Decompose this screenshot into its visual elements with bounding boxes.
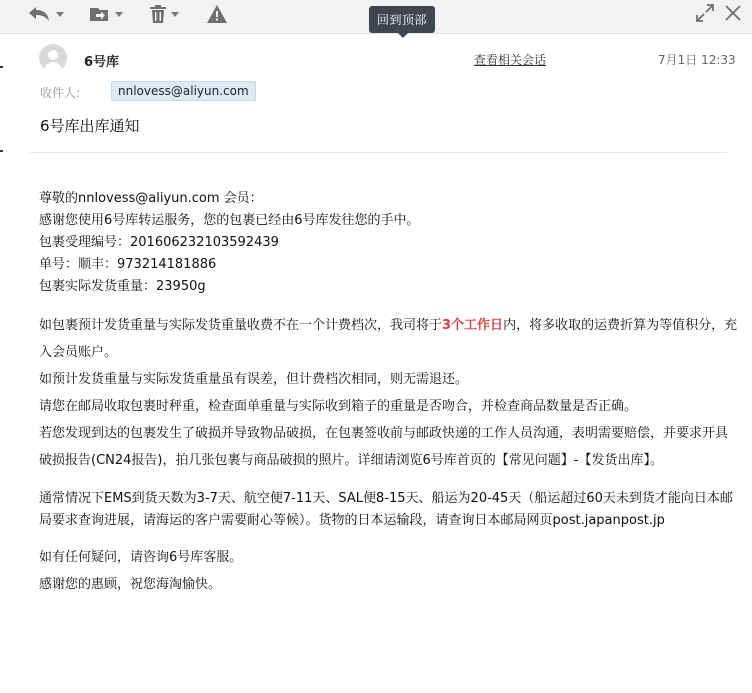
edge-mark <box>0 66 3 68</box>
left-window-edge <box>0 34 4 693</box>
recipient-chip[interactable]: nnlovess@aliyun.com <box>111 81 256 101</box>
check-weight-line: 请您在邮局收取包裹时秤重，检查面单重量与实际收到箱子的重量是否吻合，并检查商品数量是否正确。 <box>39 399 638 414</box>
report-spam-button[interactable] <box>207 3 227 25</box>
back-to-top-tooltip[interactable]: 回到顶部 <box>369 6 435 33</box>
weight-line: 包裹实际发货重量：23950g <box>39 279 206 294</box>
chevron-down-icon <box>56 12 64 17</box>
reply-button[interactable] <box>29 3 64 25</box>
view-related-conversation-link[interactable]: 查看相关会话 <box>474 53 547 67</box>
warning-icon <box>207 5 227 23</box>
closing-line: 感谢您的惠顾，祝您海淘愉快。 <box>39 577 222 592</box>
sender-name[interactable]: 6号库 <box>84 55 120 70</box>
contact-line: 如有任何疑问，请咨询6号库客服。 <box>39 550 243 565</box>
delete-button[interactable] <box>150 3 179 25</box>
mail-body <box>39 188 739 598</box>
close-icon <box>724 4 742 22</box>
move-to-icon <box>90 6 110 22</box>
recipient-label: 收件人: <box>40 86 81 100</box>
close-button[interactable] <box>724 4 742 26</box>
chevron-down-icon <box>115 12 123 17</box>
move-button[interactable] <box>90 3 123 25</box>
shipping-paragraph: 通常情况下EMS到货天数为3-7天、航空便7-11天、SAL便8-15天、船运为20-45天（船运超过60天未到货才能向日本邮局要求查询进展，请海运的客户需要耐心等候）。货物的日本运输段，请查询日本邮局网页post.japanpost.jp <box>39 491 733 528</box>
expand-button[interactable] <box>696 4 714 26</box>
chevron-down-icon <box>171 12 179 17</box>
thanks-line: 感谢您使用6号库转运服务，您的包裹已经由6号库发往您的手中。 <box>39 213 420 228</box>
refund-paragraph <box>39 312 739 366</box>
greeting: 尊敬的nnlovess@aliyun.com 会员： <box>39 191 263 206</box>
refund-text-before: 如包裹预计发货重量与实际发货重量收费不在一个计费档次，我司将于 <box>39 318 443 333</box>
damage-paragraph: 若您发现到达的包裹发生了破损并导致物品破损，在包裹签收前与邮政快递的工作人员沟通，表明需要赔偿，并要求开具破损报告(CN24报告)，拍几张包裹与商品破损的照片。详细请浏览6号库首页的【常见问题】-【发货出库】。 <box>39 426 729 468</box>
order-number-line: 单号：顺丰：973214181886 <box>39 257 217 272</box>
trash-icon <box>150 5 166 23</box>
edge-mark <box>0 150 3 152</box>
mail-subject: 6号库出库通知 <box>40 117 140 135</box>
avatar <box>39 44 67 72</box>
no-refund-line: 如预计发货重量与实际发货重量虽有误差，但计费档次相同，则无需退还。 <box>39 372 469 387</box>
refund-highlight: 3个工作日 <box>442 318 504 333</box>
header-divider <box>30 152 727 153</box>
refund-text-after: 内，将多收取的运费折算为等值积分，充入会员账户。 <box>39 318 738 360</box>
mail-date: 7月1日 12:33 <box>658 53 736 67</box>
reply-icon <box>29 6 51 22</box>
expand-icon <box>696 4 714 22</box>
tracking-id-line: 包裹受理编号：201606232103592439 <box>39 235 279 250</box>
